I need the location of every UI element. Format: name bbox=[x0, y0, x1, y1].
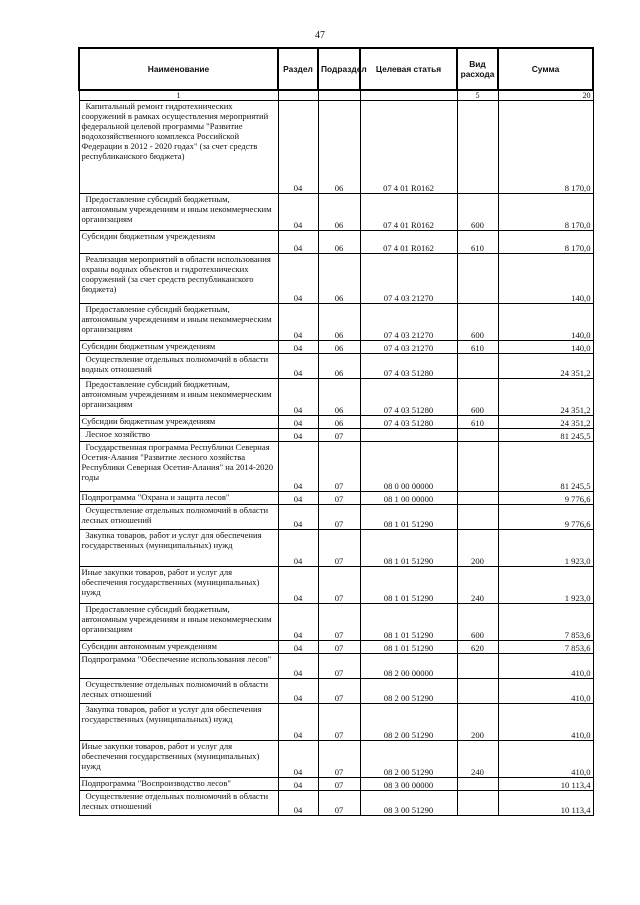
cell-vid bbox=[457, 442, 498, 492]
cell-podrazdel: 07 bbox=[318, 791, 360, 816]
cell-vid: 600 bbox=[457, 379, 498, 416]
cell-podrazdel: 06 bbox=[318, 354, 360, 379]
cell-vid: 610 bbox=[457, 416, 498, 429]
cell-razdel: 04 bbox=[278, 416, 318, 429]
cell-name: Предоставление субсидий бюджетным, автономным учреждениям и иным некоммерческим организациям bbox=[79, 304, 278, 341]
cell-target: 07 4 01 R0162 bbox=[360, 231, 457, 254]
cell-razdel: 04 bbox=[278, 791, 318, 816]
cell-sum: 8 170,0 bbox=[498, 231, 593, 254]
cell-podrazdel: 07 bbox=[318, 741, 360, 778]
table-row bbox=[79, 567, 593, 604]
cell-sum: 24 351,2 bbox=[498, 416, 593, 429]
index-sum: 20 bbox=[498, 90, 593, 101]
table-body bbox=[79, 101, 593, 816]
cell-target: 07 4 01 R0162 bbox=[360, 194, 457, 231]
cell-razdel: 04 bbox=[278, 354, 318, 379]
cell-name: Субсидии бюджетным учреждениям bbox=[79, 231, 278, 254]
header-row bbox=[79, 48, 593, 90]
cell-podrazdel: 07 bbox=[318, 429, 360, 442]
table-row bbox=[79, 492, 593, 505]
table-row bbox=[79, 791, 593, 816]
table-row bbox=[79, 654, 593, 679]
cell-podrazdel: 06 bbox=[318, 254, 360, 304]
cell-razdel: 04 bbox=[278, 741, 318, 778]
header-target: Целевая статья bbox=[360, 48, 457, 90]
cell-razdel: 04 bbox=[278, 679, 318, 704]
table-row bbox=[79, 505, 593, 530]
cell-target: 07 4 03 51280 bbox=[360, 354, 457, 379]
table-row bbox=[79, 741, 593, 778]
cell-target: 07 4 03 21270 bbox=[360, 254, 457, 304]
index-target bbox=[360, 90, 457, 101]
cell-podrazdel: 07 bbox=[318, 604, 360, 641]
cell-sum: 9 776,6 bbox=[498, 505, 593, 530]
cell-name: Реализация мероприятий в области использования охраны водных объектов и гидротехнических сооружений (за счет средств республиканского бюджета) bbox=[79, 254, 278, 304]
cell-razdel: 04 bbox=[278, 567, 318, 604]
cell-razdel: 04 bbox=[278, 505, 318, 530]
cell-podrazdel: 07 bbox=[318, 679, 360, 704]
cell-razdel: 04 bbox=[278, 304, 318, 341]
cell-razdel: 04 bbox=[278, 254, 318, 304]
cell-name: Иные закупки товаров, работ и услуг для обеспечения государственных (муниципальных) нужд bbox=[79, 741, 278, 778]
header-vid: Вид расхода bbox=[457, 48, 498, 90]
cell-target: 08 3 00 51290 bbox=[360, 791, 457, 816]
cell-vid: 600 bbox=[457, 604, 498, 641]
cell-podrazdel: 07 bbox=[318, 567, 360, 604]
cell-vid bbox=[457, 429, 498, 442]
cell-podrazdel: 06 bbox=[318, 379, 360, 416]
table-row bbox=[79, 704, 593, 741]
cell-sum: 140,0 bbox=[498, 341, 593, 354]
cell-podrazdel: 07 bbox=[318, 641, 360, 654]
cell-vid bbox=[457, 254, 498, 304]
cell-vid: 200 bbox=[457, 530, 498, 567]
table-row bbox=[79, 304, 593, 341]
cell-vid: 610 bbox=[457, 231, 498, 254]
page-number: 47 bbox=[315, 30, 325, 41]
table-row bbox=[79, 354, 593, 379]
cell-podrazdel: 07 bbox=[318, 654, 360, 679]
cell-vid: 610 bbox=[457, 341, 498, 354]
cell-podrazdel: 07 bbox=[318, 492, 360, 505]
table-row bbox=[79, 194, 593, 231]
cell-target: 08 3 00 00000 bbox=[360, 778, 457, 791]
cell-name: Субсидии бюджетным учреждениям bbox=[79, 416, 278, 429]
cell-sum: 7 853,6 bbox=[498, 641, 593, 654]
cell-vid bbox=[457, 778, 498, 791]
cell-sum: 1 923,0 bbox=[498, 567, 593, 604]
cell-podrazdel: 07 bbox=[318, 778, 360, 791]
cell-podrazdel: 06 bbox=[318, 194, 360, 231]
table-row bbox=[79, 679, 593, 704]
cell-sum: 81 245,5 bbox=[498, 442, 593, 492]
cell-razdel: 04 bbox=[278, 654, 318, 679]
cell-target: 08 2 00 51290 bbox=[360, 679, 457, 704]
cell-name: Закупка товаров, работ и услуг для обеспечения государственных (муниципальных) нужд bbox=[79, 530, 278, 567]
cell-sum: 8 170,0 bbox=[498, 101, 593, 194]
cell-razdel: 04 bbox=[278, 641, 318, 654]
cell-razdel: 04 bbox=[278, 778, 318, 791]
cell-name: Лесное хозяйство bbox=[79, 429, 278, 442]
cell-vid bbox=[457, 679, 498, 704]
table-row bbox=[79, 429, 593, 442]
cell-target: 07 4 01 R0162 bbox=[360, 101, 457, 194]
cell-podrazdel: 07 bbox=[318, 442, 360, 492]
cell-name: Предоставление субсидий бюджетным, автономным учреждениям и иным некоммерческим организациям bbox=[79, 194, 278, 231]
cell-podrazdel: 07 bbox=[318, 704, 360, 741]
cell-podrazdel: 06 bbox=[318, 416, 360, 429]
cell-sum: 10 113,4 bbox=[498, 778, 593, 791]
cell-podrazdel: 06 bbox=[318, 231, 360, 254]
cell-target: 08 1 01 51290 bbox=[360, 530, 457, 567]
cell-sum: 1 923,0 bbox=[498, 530, 593, 567]
cell-target: 07 4 03 51280 bbox=[360, 379, 457, 416]
cell-target: 08 1 01 51290 bbox=[360, 567, 457, 604]
index-row bbox=[79, 90, 593, 101]
cell-razdel: 04 bbox=[278, 429, 318, 442]
cell-name: Иные закупки товаров, работ и услуг для обеспечения государственных (муниципальных) нужд bbox=[79, 567, 278, 604]
cell-sum: 8 170,0 bbox=[498, 194, 593, 231]
cell-target: 08 1 00 00000 bbox=[360, 492, 457, 505]
cell-target: 07 4 03 21270 bbox=[360, 304, 457, 341]
table-row bbox=[79, 341, 593, 354]
cell-name: Подпрограмма "Воспроизводство лесов" bbox=[79, 778, 278, 791]
cell-sum: 24 351,2 bbox=[498, 379, 593, 416]
cell-name: Субсидии автономным учреждениям bbox=[79, 641, 278, 654]
cell-name: Субсидии бюджетным учреждениям bbox=[79, 341, 278, 354]
cell-target: 08 2 00 51290 bbox=[360, 741, 457, 778]
cell-name: Подпрограмма "Обеспечение использования лесов" bbox=[79, 654, 278, 679]
header-name: Наименование bbox=[79, 48, 278, 90]
cell-target: 08 0 00 00000 bbox=[360, 442, 457, 492]
cell-target: 08 1 01 51290 bbox=[360, 641, 457, 654]
cell-name: Предоставление субсидий бюджетным, автономным учреждениям и иным некоммерческим организациям bbox=[79, 379, 278, 416]
cell-vid bbox=[457, 505, 498, 530]
index-vid: 5 bbox=[457, 90, 498, 101]
header-razdel: Раздел bbox=[278, 48, 318, 90]
cell-razdel: 04 bbox=[278, 704, 318, 741]
table-row bbox=[79, 231, 593, 254]
cell-name: Закупка товаров, работ и услуг для обеспечения государственных (муниципальных) нужд bbox=[79, 704, 278, 741]
cell-vid bbox=[457, 492, 498, 505]
index-razdel bbox=[278, 90, 318, 101]
cell-razdel: 04 bbox=[278, 492, 318, 505]
cell-sum: 81 245,5 bbox=[498, 429, 593, 442]
cell-sum: 410,0 bbox=[498, 741, 593, 778]
table-row bbox=[79, 641, 593, 654]
cell-target: 08 1 01 51290 bbox=[360, 505, 457, 530]
cell-razdel: 04 bbox=[278, 194, 318, 231]
table-row bbox=[79, 778, 593, 791]
cell-target bbox=[360, 429, 457, 442]
cell-name: Осуществление отдельных полномочий в области лесных отношений bbox=[79, 791, 278, 816]
cell-sum: 24 351,2 bbox=[498, 354, 593, 379]
cell-podrazdel: 06 bbox=[318, 304, 360, 341]
cell-vid: 240 bbox=[457, 741, 498, 778]
header-sum: Сумма bbox=[498, 48, 593, 90]
cell-razdel: 04 bbox=[278, 442, 318, 492]
cell-razdel: 04 bbox=[278, 101, 318, 194]
cell-name: Осуществление отдельных полномочий в области лесных отношений bbox=[79, 505, 278, 530]
cell-vid: 600 bbox=[457, 304, 498, 341]
cell-name: Капитальный ремонт гидротехнических сооружений в рамках осуществления мероприятий федеральной целевой программы "Развитие водохозяйственного комплекса Российской Федерации в 2012 - 2020 годах" (за счет средств республиканского бюджета) bbox=[79, 101, 278, 194]
table-row bbox=[79, 379, 593, 416]
index-name: 1 bbox=[79, 90, 278, 101]
cell-vid: 240 bbox=[457, 567, 498, 604]
table-row bbox=[79, 254, 593, 304]
cell-target: 07 4 03 51280 bbox=[360, 416, 457, 429]
cell-razdel: 04 bbox=[278, 341, 318, 354]
table-row bbox=[79, 442, 593, 492]
table-row bbox=[79, 530, 593, 567]
cell-target: 08 1 01 51290 bbox=[360, 604, 457, 641]
cell-name: Предоставление субсидий бюджетным, автономным учреждениям и иным некоммерческим организациям bbox=[79, 604, 278, 641]
cell-razdel: 04 bbox=[278, 379, 318, 416]
cell-name: Осуществление отдельных полномочий в области водных отношений bbox=[79, 354, 278, 379]
index-podrazdel bbox=[318, 90, 360, 101]
cell-sum: 140,0 bbox=[498, 304, 593, 341]
cell-sum: 10 113,4 bbox=[498, 791, 593, 816]
cell-vid: 200 bbox=[457, 704, 498, 741]
cell-vid bbox=[457, 354, 498, 379]
cell-target: 08 2 00 51290 bbox=[360, 704, 457, 741]
cell-vid bbox=[457, 654, 498, 679]
cell-target: 07 4 03 21270 bbox=[360, 341, 457, 354]
table-row bbox=[79, 604, 593, 641]
cell-vid bbox=[457, 791, 498, 816]
cell-razdel: 04 bbox=[278, 604, 318, 641]
cell-target: 08 2 00 00000 bbox=[360, 654, 457, 679]
table-row bbox=[79, 101, 593, 194]
cell-podrazdel: 06 bbox=[318, 101, 360, 194]
cell-podrazdel: 07 bbox=[318, 505, 360, 530]
cell-vid bbox=[457, 101, 498, 194]
budget-table bbox=[78, 47, 594, 816]
cell-podrazdel: 07 bbox=[318, 530, 360, 567]
cell-podrazdel: 06 bbox=[318, 341, 360, 354]
header-podrazdel: Подраздел bbox=[318, 48, 360, 90]
cell-sum: 410,0 bbox=[498, 679, 593, 704]
cell-sum: 410,0 bbox=[498, 654, 593, 679]
cell-name: Государственная программа Республики Северная Осетия-Алания "Развитие лесного хозяйства Республики Северная Осетия-Алания" на 2014-2020 годы bbox=[79, 442, 278, 492]
cell-razdel: 04 bbox=[278, 231, 318, 254]
cell-vid: 600 bbox=[457, 194, 498, 231]
table-row bbox=[79, 416, 593, 429]
cell-name: Подпрограмма "Охрана и защита лесов" bbox=[79, 492, 278, 505]
cell-sum: 140,0 bbox=[498, 254, 593, 304]
cell-sum: 7 853,6 bbox=[498, 604, 593, 641]
cell-name: Осуществление отдельных полномочий в области лесных отношений bbox=[79, 679, 278, 704]
cell-sum: 410,0 bbox=[498, 704, 593, 741]
cell-sum: 9 776,6 bbox=[498, 492, 593, 505]
cell-razdel: 04 bbox=[278, 530, 318, 567]
cell-vid: 620 bbox=[457, 641, 498, 654]
